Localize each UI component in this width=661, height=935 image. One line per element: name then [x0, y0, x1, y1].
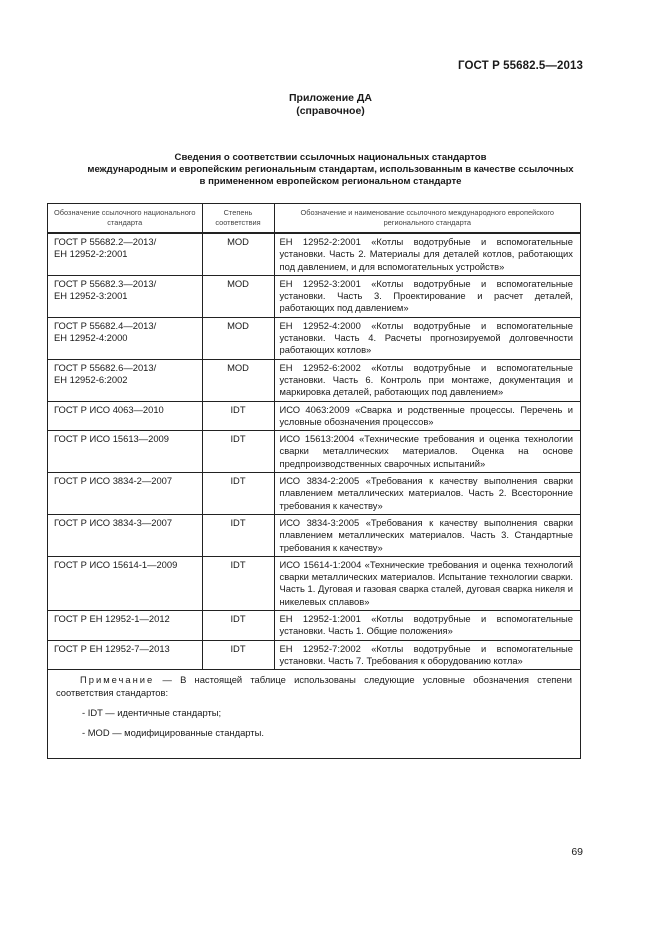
note-text: — В настоящей таблице использованы следующие условные обозначения степени соответствия стандартов:	[56, 674, 572, 698]
table-row	[48, 275, 580, 317]
degree-cell: IDT	[202, 431, 274, 473]
national-standard-cell: ГОСТ Р ИСО 15614-1—2009	[48, 556, 202, 610]
table-row	[48, 431, 580, 473]
national-standard-cell: ГОСТ Р ИСО 15613—2009	[48, 431, 202, 473]
header-national-standard: Обозначение ссылочного национального стандарта	[48, 204, 202, 233]
national-standard-cell: ГОСТ Р ИСО 4063—2010	[48, 401, 202, 431]
page-number: 69	[571, 846, 583, 858]
table-row	[48, 401, 580, 431]
reference-standard-cell: ИСО 15613:2004 «Технические требования и оценка технологии сварки металлических материалов. Оценка на основе предпроизводственных сварочных испытаний»	[274, 431, 580, 473]
reference-standard-cell: ЕН 12952-3:2001 «Котлы водотрубные и вспомогательные установки. Часть 3. Проектирование и расчет деталей, работающих под давлением»	[274, 275, 580, 317]
table-title-line-3: в примененном европейском региональном стандарте	[199, 176, 462, 187]
national-standard-cell: ГОСТ Р 55682.4—2013/ ЕН 12952-4:2000	[48, 317, 202, 359]
appendix-title: Приложение ДА	[289, 92, 372, 104]
table-row	[48, 359, 580, 401]
header-reference-standard: Обозначение и наименование ссылочного международного европейского регионального стандарта	[274, 204, 580, 233]
standards-table	[48, 204, 580, 669]
table-row	[48, 317, 580, 359]
table-row	[48, 473, 580, 515]
note-label: Примечание	[80, 674, 155, 686]
reference-standard-cell: ИСО 3834-2:2005 «Требования к качеству выполнения сварки плавлением металлических материалов. Часть 2. Всесторонние требования к качеству»	[274, 473, 580, 515]
note-paragraph	[56, 674, 572, 699]
degree-cell: IDT	[202, 473, 274, 515]
degree-cell: MOD	[202, 233, 274, 275]
degree-cell: IDT	[202, 514, 274, 556]
reference-standard-cell: ЕН 12952-4:2000 «Котлы водотрубные и вспомогательные установки. Часть 4. Расчеты прогнозируемой долговечности работающих котлов»	[274, 317, 580, 359]
table-header-row	[48, 204, 580, 233]
note-item-idt: - IDT — идентичные стандарты;	[82, 706, 222, 718]
reference-standard-cell: ИСО 3834-3:2005 «Требования к качеству выполнения сварки плавлением металлических материалов. Часть 3. Стандартные требования к качеству»	[274, 514, 580, 556]
degree-cell: IDT	[202, 401, 274, 431]
correspondence-table	[47, 203, 581, 759]
reference-standard-cell: ЕН 12952-1:2001 «Котлы водотрубные и вспомогательные установки. Часть 1. Общие положения»	[274, 611, 580, 641]
national-standard-cell: ГОСТ Р ИСО 3834-2—2007	[48, 473, 202, 515]
table-row	[48, 640, 580, 669]
reference-standard-cell: ЕН 12952-6:2002 «Котлы водотрубные и вспомогательные установки. Часть 6. Контроль при монтаже, документация и маркировка деталей, работающих под давлением»	[274, 359, 580, 401]
national-standard-cell: ГОСТ Р 55682.2—2013/ ЕН 12952-2:2001	[48, 233, 202, 275]
table-title	[0, 152, 661, 188]
table-title-line-2: международным и европейским региональным стандартам, использованным в качестве ссылочных	[87, 164, 574, 175]
reference-standard-cell: ИСО 4063:2009 «Сварка и родственные процессы. Перечень и условные обозначения процессов»	[274, 401, 580, 431]
table-row	[48, 556, 580, 610]
national-standard-cell: ГОСТ Р ЕН 12952-7—2013	[48, 640, 202, 669]
degree-cell: MOD	[202, 317, 274, 359]
degree-cell: IDT	[202, 640, 274, 669]
table-title-line-1: Сведения о соответствии ссылочных национальных стандартов	[174, 152, 487, 163]
header-degree: Степень соответствия	[202, 204, 274, 233]
table-body	[48, 233, 580, 669]
table-note	[48, 669, 580, 739]
degree-cell: IDT	[202, 556, 274, 610]
degree-cell: MOD	[202, 275, 274, 317]
note-item-mod: - MOD — модифицированные стандарты.	[82, 727, 264, 739]
degree-cell: MOD	[202, 359, 274, 401]
table-row	[48, 611, 580, 641]
national-standard-cell: ГОСТ Р ИСО 3834-3—2007	[48, 514, 202, 556]
table-row	[48, 514, 580, 556]
reference-standard-cell: ЕН 12952-2:2001 «Котлы водотрубные и вспомогательные установки. Часть 2. Материалы для деталей котлов, работающих под давлением, и для вспомогательных устройств»	[279, 236, 573, 272]
reference-standard-cell: ЕН 12952-7:2002 «Котлы водотрубные и вспомогательные установки. Часть 7. Требования к оборудованию котла»	[274, 640, 580, 669]
national-standard-cell: ГОСТ Р 55682.6—2013/ ЕН 12952-6:2002	[48, 359, 202, 401]
reference-standard-cell: ИСО 15614-1:2004 «Технические требования и оценка технологий сварки металлических материалов. Испытание технологии сварки. Часть 1. Дуговая и газовая сварка сталей, дуговая сварка никеля и никелевых сплавов»	[274, 556, 580, 610]
national-standard-cell: ГОСТ Р ЕН 12952-1—2012	[48, 611, 202, 641]
table-row	[48, 233, 580, 275]
appendix-heading	[0, 92, 661, 118]
appendix-subtitle: (справочное)	[296, 105, 365, 117]
document-standard-number: ГОСТ Р 55682.5—2013	[458, 60, 583, 72]
national-standard-cell: ГОСТ Р 55682.3—2013/ ЕН 12952-3:2001	[48, 275, 202, 317]
degree-cell: IDT	[202, 611, 274, 641]
